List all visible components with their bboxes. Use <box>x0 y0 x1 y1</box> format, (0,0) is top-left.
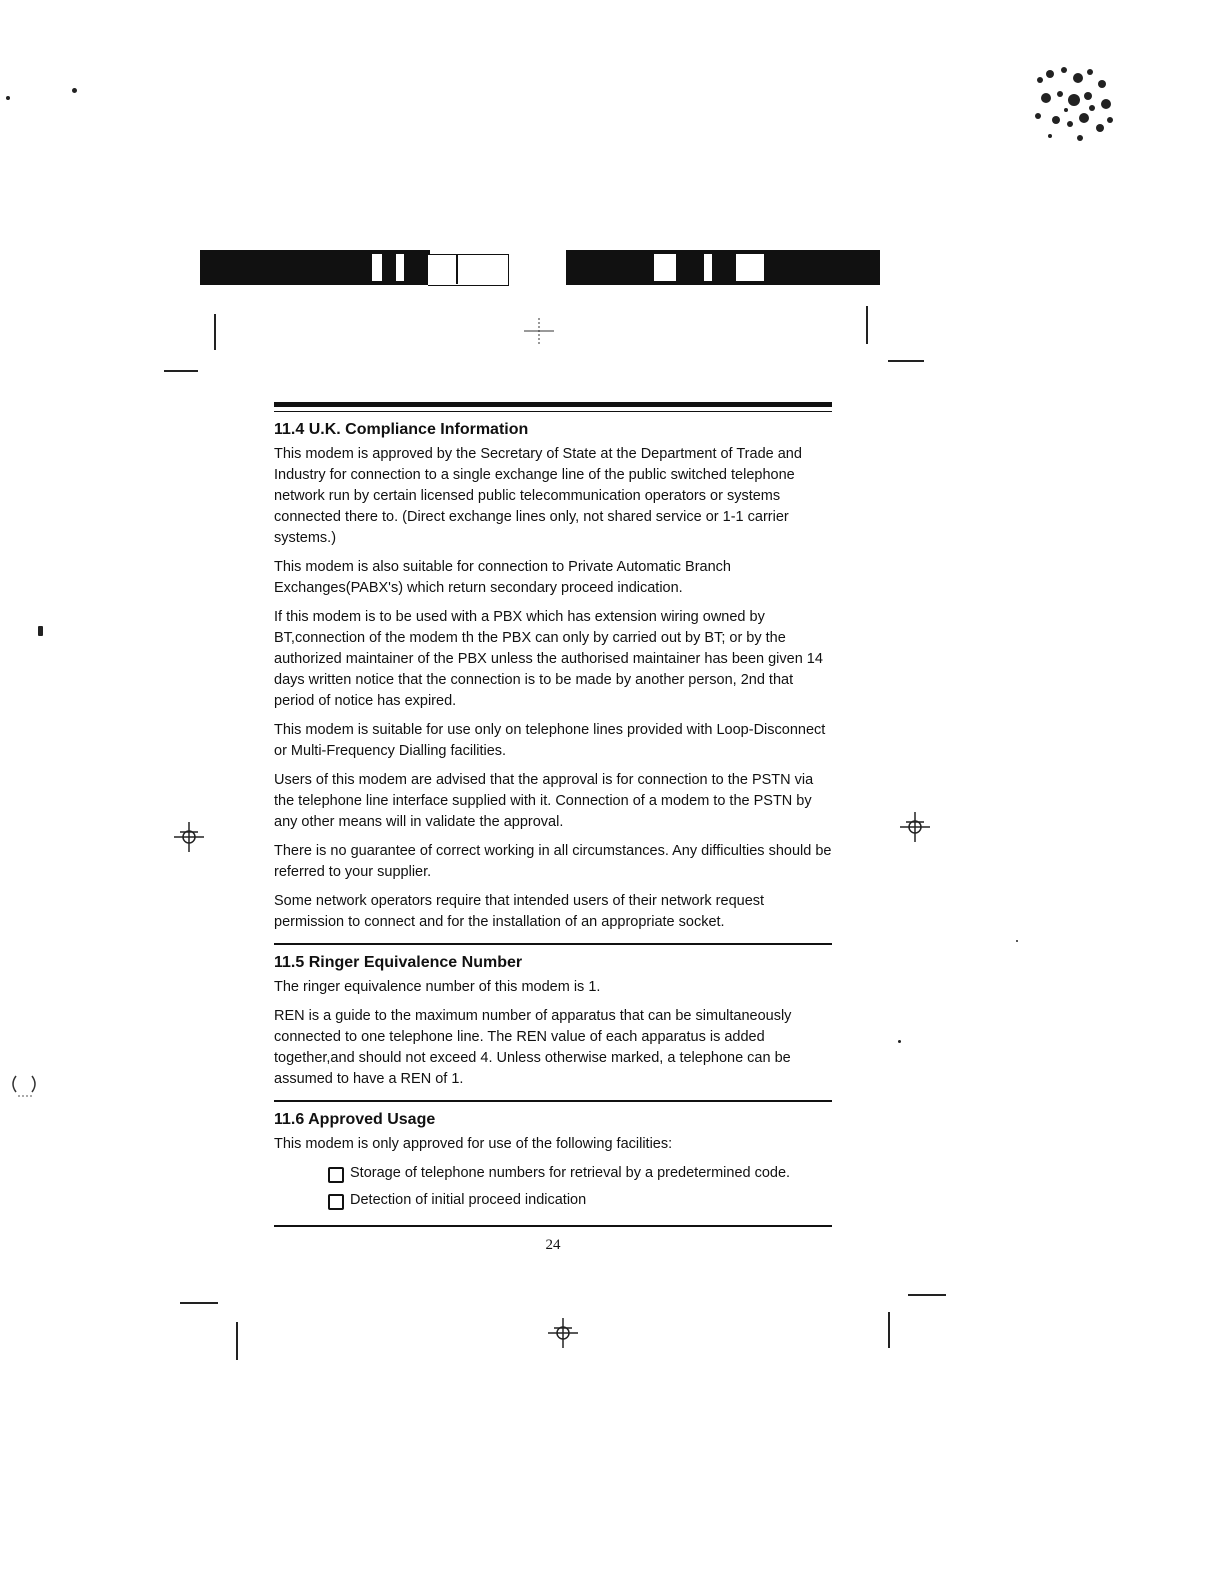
crop-mark <box>214 314 216 350</box>
crop-mark <box>908 1294 946 1296</box>
paragraph: There is no guarantee of correct working in all circumstances. Any difficulties should be referred to your supplier. <box>274 843 832 880</box>
crop-mark <box>180 1302 218 1304</box>
checklist-item-label: Storage of telephone numbers for retrieval by a predetermined code. <box>350 1165 791 1181</box>
section-heading: 11.5 Ringer Equivalence Number <box>274 954 523 971</box>
checkbox-icon <box>328 1167 344 1183</box>
registration-crosshair-icon <box>898 810 932 844</box>
scan-speck <box>898 1040 901 1043</box>
section-divider <box>274 1100 832 1102</box>
registration-crosshair-icon <box>172 820 206 854</box>
header-rule-thin <box>274 411 832 412</box>
scan-noise-blot <box>1020 50 1120 150</box>
scan-speck <box>72 88 77 93</box>
header-rule <box>274 402 832 407</box>
paragraph: Users of this modem are advised that the approval is for connection to the PSTN via the telephone line interface supplied with it. Connection of a modem to the PSTN by any other means will in validate the approval. <box>274 772 814 830</box>
section-heading: 11.4 U.K. Compliance Information <box>274 421 529 438</box>
crop-mark <box>164 370 198 372</box>
facility-checklist <box>274 1163 832 1211</box>
paragraph: This modem is suitable for use only on telephone lines provided with Loop-Disconnect or Multi-Frequency Dialling facilities. <box>274 722 826 759</box>
registration-bar-right <box>566 250 880 285</box>
checkbox-icon <box>328 1194 344 1210</box>
registration-bar-left <box>200 250 430 285</box>
scan-speck <box>6 96 10 100</box>
registration-bar-left-tail <box>428 254 509 286</box>
crop-mark <box>866 306 868 344</box>
section-uk-compliance <box>274 420 832 933</box>
checklist-item <box>328 1190 832 1211</box>
registration-crosshair-icon <box>546 1316 580 1350</box>
paragraph: This modem is approved by the Secretary of State at the Department of Trade and Industry for connection to a single exchange line of the public switched telephone network run by certain licensed public telecommunication operators or systems connected there to. (Direct exchange lines only, not shared service or 1-1 carrier systems.) <box>274 446 802 546</box>
scan-speck <box>1016 940 1018 942</box>
checklist-item-label: Detection of initial proceed indication <box>350 1192 587 1208</box>
crop-mark <box>236 1322 238 1360</box>
paragraph: REN is a guide to the maximum number of apparatus that can be simultaneously connected to one telephone line. The REN value of each apparatus is added together,and should not exceed 4. Unless otherwise marked, a telephone can be assumed to have a REN of 1. <box>274 1008 792 1087</box>
paragraph: This modem is also suitable for connection to Private Automatic Branch Exchanges(PABX's) which return secondary proceed indication. <box>274 559 731 596</box>
page-number: 24 <box>545 1237 561 1253</box>
crop-mark <box>888 360 924 362</box>
paragraph: Some network operators require that intended users of their network request permission to connect and for the installation of an appropriate socket. <box>274 893 765 930</box>
section-heading: 11.6 Approved Usage <box>274 1111 436 1128</box>
section-ringer-equivalence <box>274 953 832 1090</box>
footer-rule <box>274 1225 832 1227</box>
scan-bracket-mark <box>10 1070 40 1100</box>
section-divider <box>274 943 832 945</box>
crop-mark <box>888 1312 890 1348</box>
registration-bar-left-divider <box>456 254 458 284</box>
paragraph: The ringer equivalence number of this modem is 1. <box>274 979 601 995</box>
section-approved-usage <box>274 1110 832 1211</box>
registration-crosshair-icon <box>522 314 556 348</box>
checklist-item <box>328 1163 832 1184</box>
paragraph: This modem is only approved for use of the following facilities: <box>274 1136 673 1152</box>
document-body <box>274 402 832 1256</box>
paragraph: If this modem is to be used with a PBX which has extension wiring owned by BT,connection of the modem th the PBX can only by carried out by BT; or by the authorized maintainer of the PBX unless the authorised maintainer has been given 14 days written notice that the connection is to be made by another person, 2nd that period of notice has expired. <box>274 609 823 709</box>
scan-speck <box>38 626 43 636</box>
